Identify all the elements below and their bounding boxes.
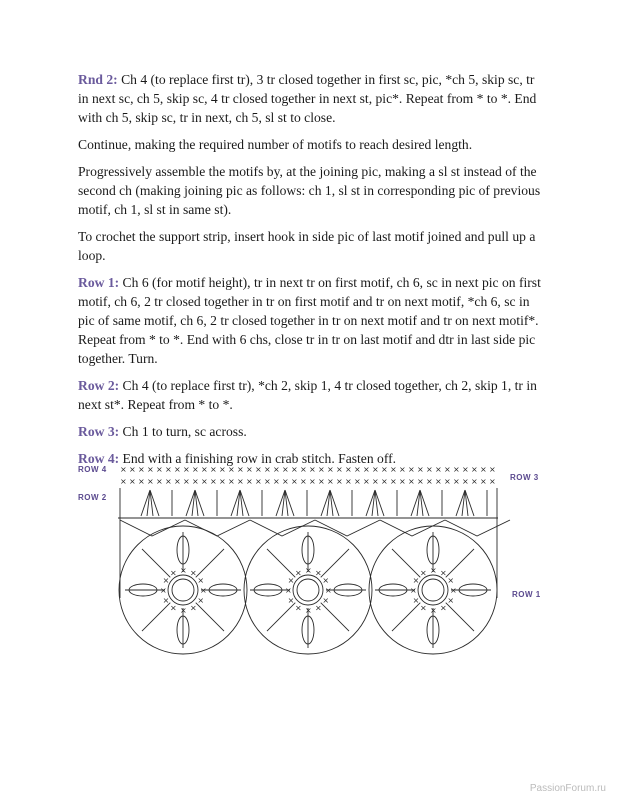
crab-stitch-mark: × [327, 465, 334, 474]
sc-stitch-mark: × [192, 477, 199, 486]
crab-stitch-mark: × [480, 465, 487, 474]
center-sc-mark: × [440, 603, 447, 613]
center-sc-mark: × [315, 568, 322, 578]
center-ring [293, 575, 323, 605]
crab-stitch-mark: × [219, 465, 226, 474]
sc-stitch-mark: × [435, 477, 442, 486]
center-ring [168, 575, 198, 605]
center-inner-ring [422, 579, 444, 601]
step-text: Ch 4 (to replace first tr), 3 tr closed together in first sc, pic, *ch 5, skip sc, tr in next sc, ch 5, skip sc, 4 tr closed together in next st, pic*. Repeat from * to *. End with ch 5, skip sc, tr in next, ch 5, sl st to close. [78, 72, 537, 125]
center-sc-mark: × [200, 586, 207, 595]
sc-stitch-mark: × [363, 477, 370, 486]
center-sc-mark: × [440, 568, 447, 578]
center-sc-mark: × [285, 586, 292, 595]
center-ring [418, 575, 448, 605]
sc-stitch-mark: × [309, 477, 316, 486]
sc-stitch-mark: × [345, 477, 352, 486]
instruction-continue [78, 135, 548, 154]
spoke [142, 603, 170, 631]
center-sc-mark: × [322, 576, 330, 585]
sc-stitch-mark: × [471, 477, 478, 486]
crab-stitch-mark: × [318, 465, 325, 474]
center-sc-mark: × [325, 586, 332, 595]
spoke [392, 549, 420, 577]
sc-stitch-mark: × [237, 477, 244, 486]
sc-stitch-mark: × [273, 477, 280, 486]
spoke [321, 549, 349, 577]
crab-stitch-mark: × [300, 465, 307, 474]
sc-stitch-mark: × [246, 477, 253, 486]
crab-stitch-mark: × [273, 465, 280, 474]
crab-stitch-mark: × [399, 465, 406, 474]
crab-stitch-mark: × [309, 465, 316, 474]
crab-stitch-mark: × [129, 465, 136, 474]
sc-stitch-mark: × [327, 477, 334, 486]
step-label: Row 4: [78, 451, 120, 466]
center-sc-mark: × [197, 576, 205, 585]
center-sc-mark: × [420, 568, 427, 578]
sc-stitch-mark: × [444, 477, 451, 486]
sc-stitch-mark: × [480, 477, 487, 486]
center-sc-mark: × [162, 596, 170, 605]
sc-stitch-mark: × [183, 477, 190, 486]
sc-stitch-mark: × [165, 477, 172, 486]
crab-stitch-mark: × [255, 465, 262, 474]
center-sc-mark: × [190, 568, 197, 578]
instruction-support-strip [78, 227, 548, 265]
spoke [267, 603, 295, 631]
center-sc-mark: × [412, 596, 420, 605]
crab-stitch-mark: × [210, 465, 217, 474]
instruction-row1 [78, 273, 548, 368]
crochet-chart [0, 458, 618, 678]
row2-cluster-fans [118, 490, 498, 518]
crab-stitch-mark: × [354, 465, 361, 474]
sc-stitch-mark: × [210, 477, 217, 486]
motif [369, 526, 497, 654]
center-sc-mark: × [170, 603, 177, 613]
sc-stitch-mark: × [426, 477, 433, 486]
sc-stitch-mark: × [264, 477, 271, 486]
instruction-row3 [78, 422, 548, 441]
crab-stitch-mark: × [147, 465, 154, 474]
center-sc-mark: × [447, 596, 455, 605]
center-sc-mark: × [162, 576, 170, 585]
spoke [446, 549, 474, 577]
spoke [392, 603, 420, 631]
center-sc-mark: × [295, 568, 302, 578]
center-sc-mark: × [197, 596, 205, 605]
step-text: Ch 6 (for motif height), tr in next tr on first motif, ch 6, sc in next pic on first motif, ch 6, 2 tr closed together in tr on first motif and tr on next motif, *ch 6, sc in pic of same motif, ch 6, 2 tr closed together in tr on next motif and tr on next motif*. Repeat from * to *. End with 6 chs, close tr in tr on last motif and dtr in last side pic together. Turn. [78, 275, 541, 366]
sc-stitch-mark: × [462, 477, 469, 486]
crab-stitch-mark: × [381, 465, 388, 474]
crab-stitch-mark: × [192, 465, 199, 474]
sc-stitch-mark: × [129, 477, 136, 486]
crab-stitch-mark: × [228, 465, 235, 474]
crab-stitch-mark: × [201, 465, 208, 474]
spoke [446, 603, 474, 631]
sc-stitch-mark: × [390, 477, 397, 486]
crab-stitch-mark: × [246, 465, 253, 474]
crab-stitch-mark: × [336, 465, 343, 474]
crab-stitch-mark: × [291, 465, 298, 474]
sc-stitch-mark: × [300, 477, 307, 486]
step-text: To crochet the support strip, insert hook in side pic of last motif joined and pull up a loop. [78, 229, 536, 263]
motif [244, 526, 372, 654]
step-label: Row 3: [78, 424, 120, 439]
crab-stitch-mark: × [372, 465, 379, 474]
crab-stitch-mark: × [165, 465, 172, 474]
crab-stitch-mark: × [417, 465, 424, 474]
step-label: Rnd 2: [78, 72, 118, 87]
row2-label: ROW 2 [78, 493, 107, 502]
center-sc-mark: × [315, 603, 322, 613]
step-text: Progressively assemble the motifs by, at the joining pic, making a sl st instead of the second ch (making joining pic as follows: ch 1, sl st in corresponding pic of previous motif, ch 1, sl st in same st). [78, 164, 541, 217]
spoke [321, 603, 349, 631]
step-label: Row 1: [78, 275, 120, 290]
center-sc-mark: × [430, 606, 437, 615]
sc-stitch-mark: × [282, 477, 289, 486]
crab-stitch-mark: × [237, 465, 244, 474]
sc-stitch-mark: × [417, 477, 424, 486]
row3-label: ROW 3 [510, 473, 539, 482]
sc-stitch-mark: × [453, 477, 460, 486]
center-inner-ring [172, 579, 194, 601]
step-text: End with a finishing row in crab stitch. Fasten off. [119, 451, 397, 466]
center-sc-mark: × [410, 586, 417, 595]
center-sc-mark: × [170, 568, 177, 578]
chain-arc [380, 520, 445, 536]
center-sc-mark: × [305, 566, 312, 575]
center-inner-ring [297, 579, 319, 601]
motif [119, 526, 247, 654]
sc-stitch-mark: × [228, 477, 235, 486]
sc-stitch-mark: × [372, 477, 379, 486]
instruction-assemble [78, 162, 548, 219]
crab-stitch-mark: × [156, 465, 163, 474]
spoke [267, 549, 295, 577]
center-sc-mark: × [190, 603, 197, 613]
center-sc-mark: × [450, 586, 457, 595]
step-text: Continue, making the required number of motifs to reach desired length. [78, 137, 473, 152]
spoke [142, 549, 170, 577]
crab-stitch-mark: × [174, 465, 181, 474]
row3-sc-stitches [120, 477, 496, 486]
sc-stitch-mark: × [156, 477, 163, 486]
crab-stitch-mark: × [264, 465, 271, 474]
center-sc-mark: × [447, 576, 455, 585]
watermark: PassionForum.ru [529, 783, 606, 794]
center-sc-mark: × [430, 566, 437, 575]
sc-stitch-mark: × [138, 477, 145, 486]
step-label: Row 2: [78, 378, 120, 393]
instructions [78, 70, 548, 476]
crab-stitch-mark: × [426, 465, 433, 474]
center-sc-mark: × [295, 603, 302, 613]
center-sc-mark: × [412, 576, 420, 585]
sc-stitch-mark: × [336, 477, 343, 486]
center-sc-mark: × [160, 586, 167, 595]
sc-stitch-mark: × [381, 477, 388, 486]
motifs [119, 526, 497, 654]
chain-arc [185, 520, 250, 536]
sc-stitch-mark: × [219, 477, 226, 486]
step-text: Ch 4 (to replace first tr), *ch 2, skip 1, 4 tr closed together, ch 2, skip 1, tr in next st*. Repeat from * to *. [78, 378, 537, 412]
sc-stitch-mark: × [174, 477, 181, 486]
step-text: Ch 1 to turn, sc across. [119, 424, 247, 439]
sc-stitch-mark: × [255, 477, 262, 486]
center-sc-mark: × [322, 596, 330, 605]
row4-label: ROW 4 [78, 465, 107, 474]
center-sc-mark: × [420, 603, 427, 613]
row1-label: ROW 1 [512, 590, 541, 599]
crab-stitch-mark: × [435, 465, 442, 474]
crab-stitch-mark: × [120, 465, 127, 474]
crab-stitch-mark: × [453, 465, 460, 474]
center-sc-mark: × [180, 606, 187, 615]
sc-stitch-mark: × [120, 477, 127, 486]
sc-stitch-mark: × [399, 477, 406, 486]
crab-stitch-mark: × [444, 465, 451, 474]
crab-stitch-mark: × [282, 465, 289, 474]
sc-stitch-mark: × [147, 477, 154, 486]
sc-stitch-mark: × [408, 477, 415, 486]
chain-arc [445, 520, 510, 536]
sc-stitch-mark: × [354, 477, 361, 486]
crab-stitch-mark: × [138, 465, 145, 474]
crab-stitch-mark: × [489, 465, 496, 474]
crab-stitch-mark: × [183, 465, 190, 474]
center-sc-mark: × [287, 596, 295, 605]
instruction-row2 [78, 376, 548, 414]
crab-stitch-mark: × [462, 465, 469, 474]
crab-stitch-mark: × [471, 465, 478, 474]
crab-stitch-mark: × [408, 465, 415, 474]
sc-stitch-mark: × [201, 477, 208, 486]
chain-arc [250, 520, 315, 536]
instruction-rnd2 [78, 70, 548, 127]
sc-stitch-mark: × [291, 477, 298, 486]
center-sc-mark: × [180, 566, 187, 575]
sc-stitch-mark: × [489, 477, 496, 486]
center-sc-mark: × [305, 606, 312, 615]
sc-stitch-mark: × [318, 477, 325, 486]
crab-stitch-mark: × [390, 465, 397, 474]
center-sc-mark: × [287, 576, 295, 585]
crab-stitch-mark: × [345, 465, 352, 474]
crab-stitch-mark: × [363, 465, 370, 474]
row4-crab-stitches [120, 465, 496, 474]
spoke [196, 603, 224, 631]
spoke [196, 549, 224, 577]
